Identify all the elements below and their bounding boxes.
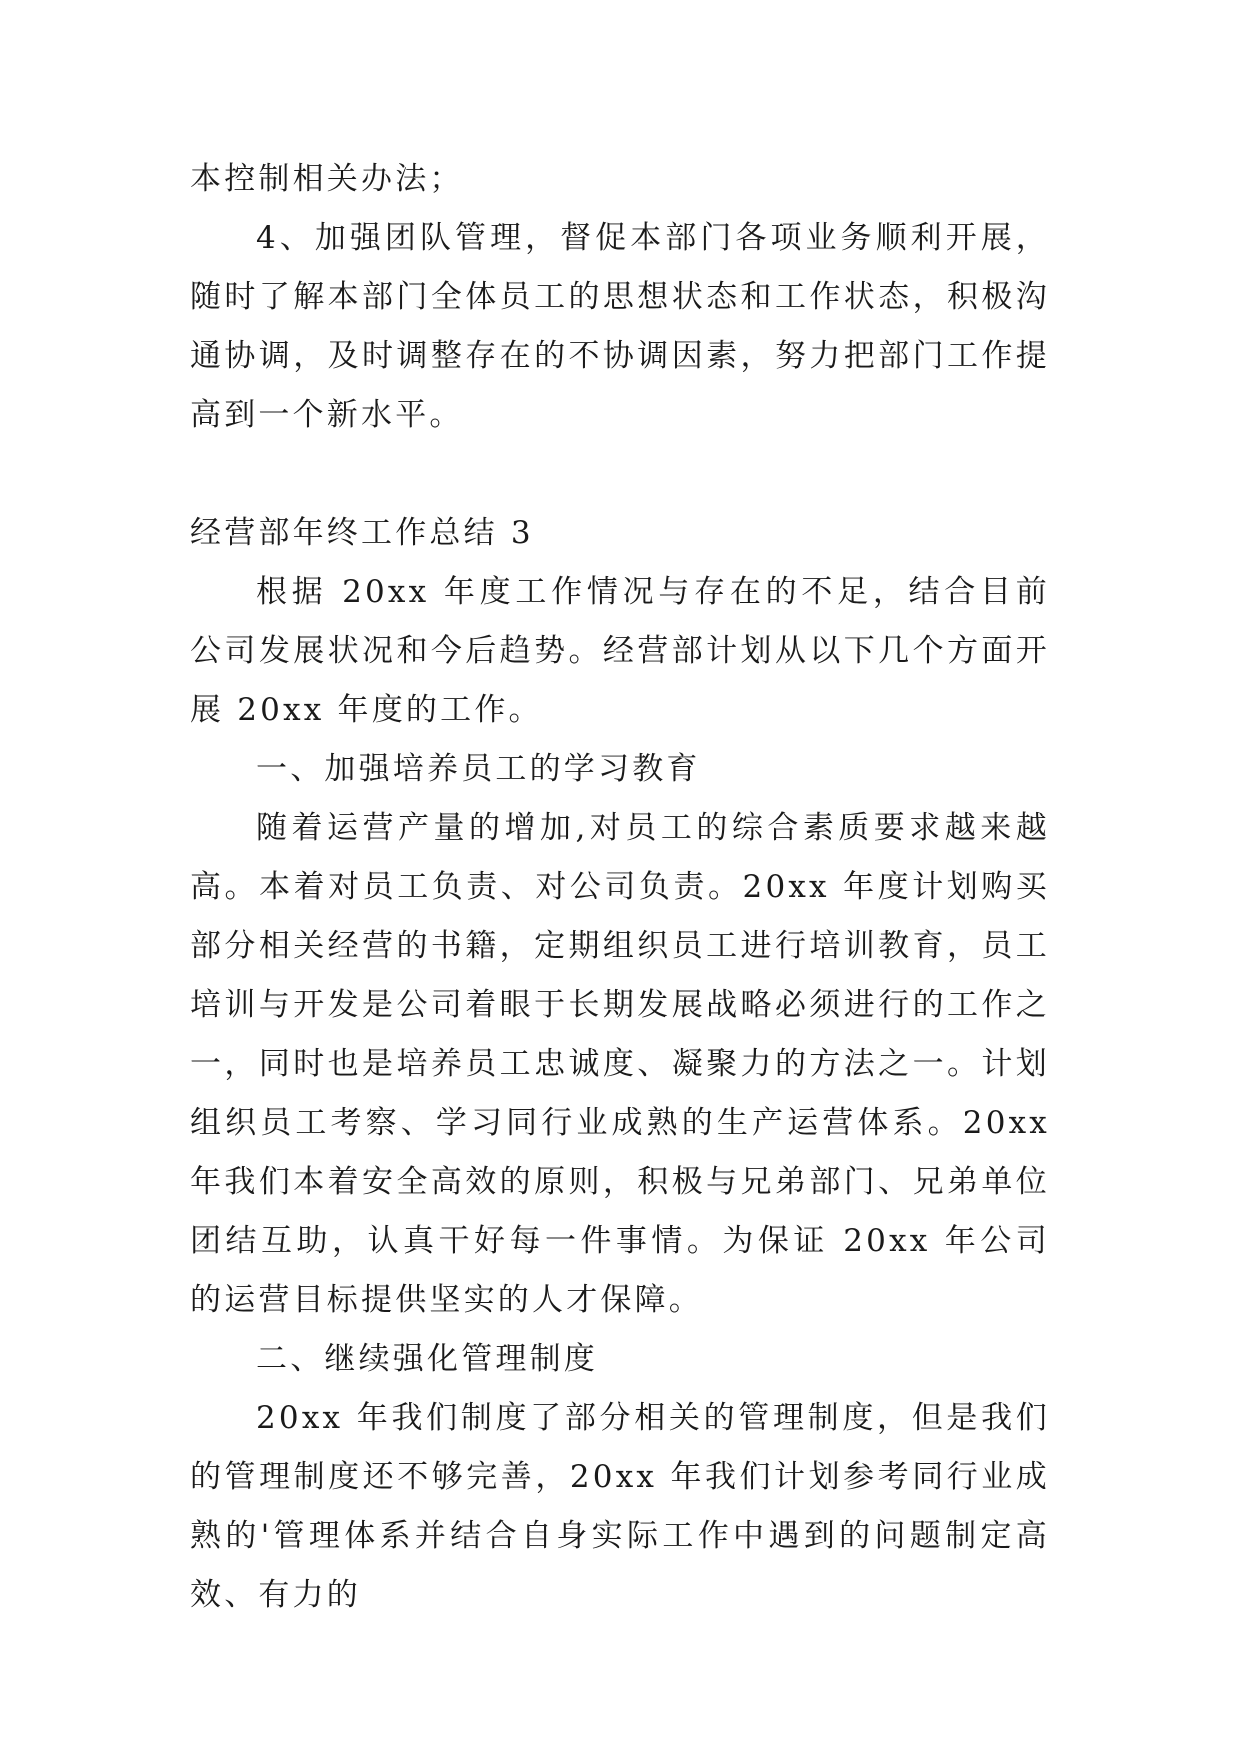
subheading-management: 二、继续强化管理制度 (256, 1341, 598, 1377)
subheading-training: 一、加强培养员工的学习教育 (256, 751, 701, 787)
section-title: 经营部年终工作总结 3 (190, 515, 534, 551)
paragraph-item-4: 4、加强团队管理，督促本部门各项业务顺利开展，随时了解本部门全体员工的思想状态和工作状态，积极沟通协调，及时调整存在的不协调因素，努力把部门工作提高到一个新水平。 (190, 220, 1050, 433)
paragraph-training: 随着运营产量的增加,对员工的综合素质要求越来越高。本着对员工负责、对公司负责。20xx 年度计划购买部分相关经营的书籍，定期组织员工进行培训教育，员工培训与开发是公司着眼于长期发展战略必须进行的工作之一，同时也是培养员工忠诚度、凝聚力的方法之一。计划组织员工考察、学习同行业成熟的生产运营体系。20xx 年我们本着安全高效的原则，积极与兄弟部门、兄弟单位团结互助，认真干好每一件事情。为保证 20xx 年公司的运营目标提供坚实的人才保障。 (190, 810, 1050, 1318)
paragraph-continuation: 本控制相关办法； (190, 161, 464, 197)
paragraph-management: 20xx 年我们制度了部分相关的管理制度，但是我们的管理制度还不够完善，20xx 年我们计划参考同行业成熟的'管理体系并结合自身实际工作中遇到的问题制定高效、有力的 (190, 1400, 1050, 1613)
document-body (190, 150, 1050, 1625)
paragraph-intro: 根据 20xx 年度工作情况与存在的不足，结合目前公司发展状况和今后趋势。经营部计划从以下几个方面开展 20xx 年度的工作。 (190, 574, 1050, 728)
